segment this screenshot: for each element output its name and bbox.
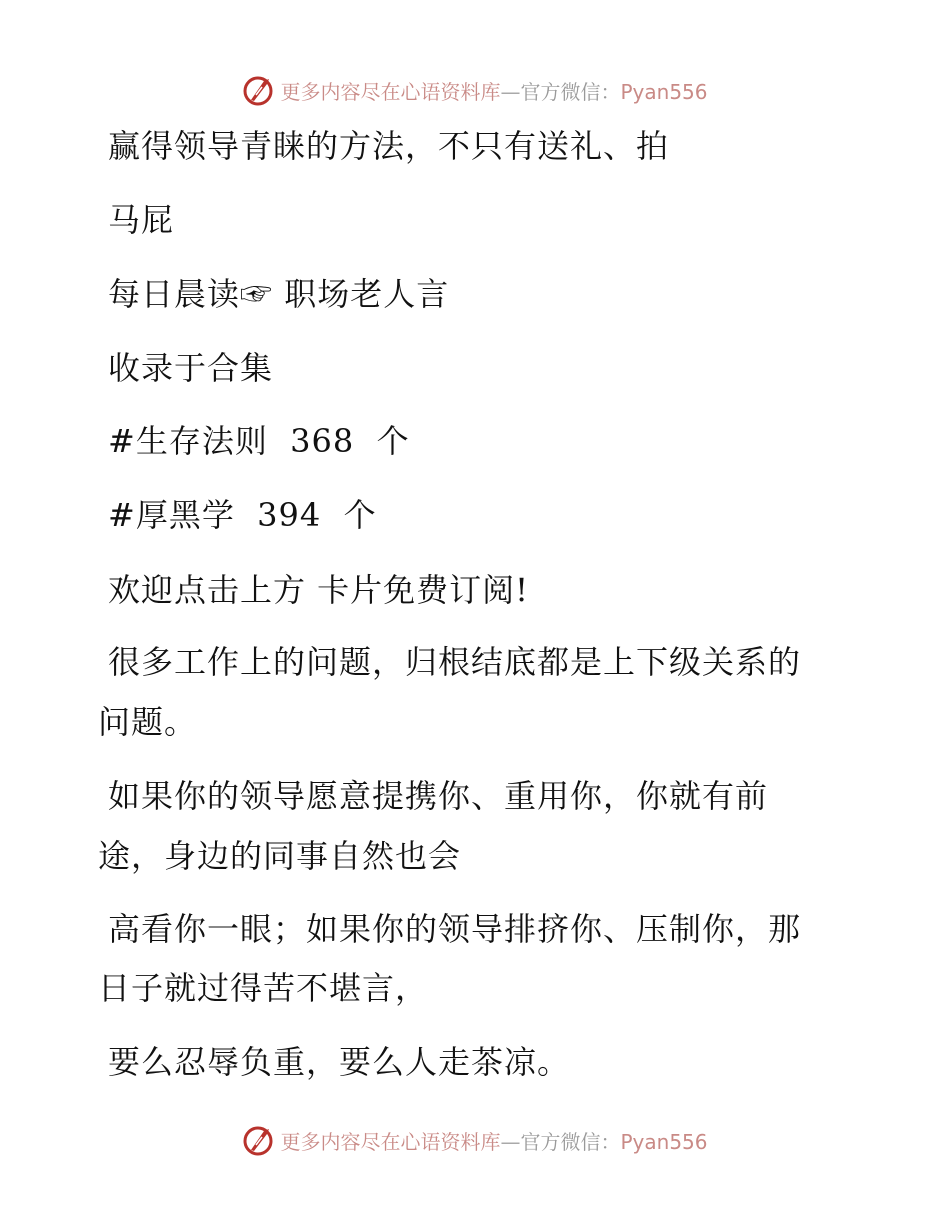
watermark-handle: Pyan556 bbox=[620, 79, 708, 104]
column-prefix: 每日晨读 bbox=[108, 275, 241, 313]
paragraph-3-line-1: 高看你一眼；如果你的领导排挤你、压制你，那 bbox=[108, 910, 802, 948]
column-name: 职场老人言 bbox=[284, 275, 450, 313]
footer-watermark bbox=[0, 1120, 950, 1160]
watermark-official: 官方微信： bbox=[520, 79, 621, 104]
paragraph-1-line-1: 很多工作上的问题，归根结底都是上下级关系的 bbox=[108, 643, 802, 681]
tag-survival-rules[interactable]: #生存法则 368 个 bbox=[108, 422, 410, 460]
watermark-handle: Pyan556 bbox=[620, 1129, 708, 1154]
watermark-official: 官方微信： bbox=[520, 1129, 621, 1154]
watermark-site: 更多内容尽在心语资料库 bbox=[280, 1129, 501, 1154]
column-line bbox=[108, 274, 449, 314]
collection-label: 收录于合集 bbox=[108, 349, 274, 387]
paragraph-2-line-2: 途，身边的同事自然也会 bbox=[98, 837, 462, 875]
paragraph-3-line-2: 日子就过得苦不堪言， bbox=[98, 969, 429, 1007]
paragraph-1-line-2: 问题。 bbox=[98, 703, 198, 741]
quill-pen-logo-icon bbox=[242, 1123, 276, 1157]
paragraph-4-line-1: 要么忍辱负重，要么人走茶凉。 bbox=[108, 1043, 571, 1081]
pointing-hand-icon: ☞ bbox=[240, 275, 274, 313]
watermark-dash: — bbox=[500, 79, 521, 104]
tag-thick-black[interactable]: #厚黑学 394 个 bbox=[108, 496, 377, 534]
subscribe-line: 欢迎点击上方 卡片免费订阅! bbox=[108, 571, 530, 609]
watermark-dash: — bbox=[500, 1129, 521, 1154]
title-line-1: 赢得领导青睐的方法，不只有送礼、拍 bbox=[108, 127, 670, 165]
watermark-site: 更多内容尽在心语资料库 bbox=[280, 79, 501, 104]
paragraph-2-line-1: 如果你的领导愿意提携你、重用你，你就有前 bbox=[108, 777, 769, 815]
title-line-2: 马屁 bbox=[108, 201, 175, 239]
watermark-text bbox=[280, 1126, 707, 1155]
